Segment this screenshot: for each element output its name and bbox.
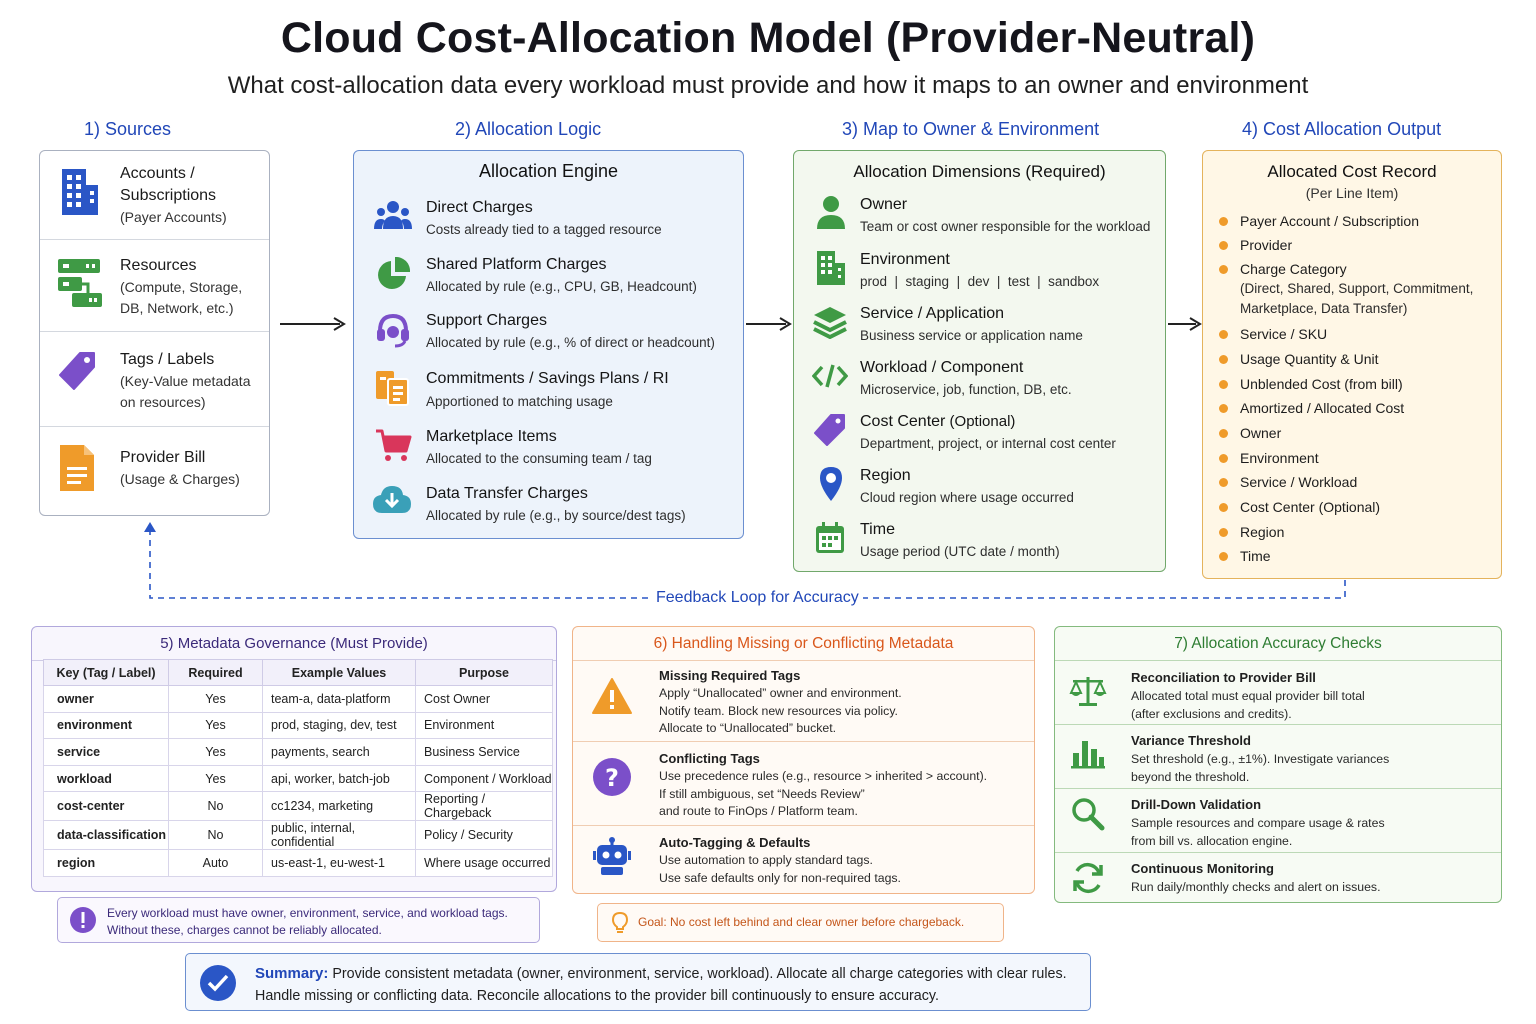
section-heading-sources: 1) Sources: [84, 119, 172, 139]
engine-item-desc: Allocated by rule (e.g., by source/dest tags): [426, 508, 686, 523]
dimension-title: Owner: [860, 196, 908, 213]
check-item-desc: Sample resources and compare usage & rates from bill vs. allocation engine.: [1131, 816, 1385, 848]
metadata-governance-panel: [31, 626, 557, 892]
dimensions-title: Allocation Dimensions (Required): [853, 162, 1106, 181]
output-subtitle: (Per Line Item): [1305, 185, 1399, 201]
section-heading-allocation-logic: 2) Allocation Logic: [455, 119, 602, 139]
source-accounts: Accounts / Subscriptions (Payer Accounts): [120, 165, 227, 225]
dimension-title: Environment: [860, 251, 950, 268]
allocation-dimensions-panel: [793, 150, 1166, 572]
documents-icon: [374, 369, 410, 407]
tag-icon: [814, 413, 846, 447]
engine-item-desc: Allocated by rule (e.g., % of direct or headcount): [426, 335, 715, 350]
handling-item-title: Missing Required Tags: [659, 668, 801, 683]
output-field: Payer Account / Subscription: [1240, 213, 1419, 229]
output-field: Service / SKU: [1240, 326, 1328, 342]
table-row: environment Yes prod, staging, dev, test Environment: [44, 712, 553, 739]
output-field: Time: [1240, 548, 1271, 564]
location-pin-icon: [818, 465, 844, 503]
engine-item-title: Marketplace Items: [426, 428, 557, 445]
bar-chart-icon: [1071, 735, 1105, 769]
summary-box: [185, 953, 1091, 1011]
output-field: Amortized / Allocated Cost: [1240, 400, 1405, 416]
warning-icon: [591, 677, 633, 715]
engine-item-title: Shared Platform Charges: [426, 256, 607, 273]
dimension-title: Cost Center (Optional): [860, 413, 1016, 430]
code-icon: [812, 363, 848, 389]
handling-metadata-panel: [572, 626, 1035, 894]
engine-item-desc: Allocated by rule (e.g., CPU, GB, Headcount): [426, 279, 697, 294]
table-row: service Yes payments, search Business Service: [44, 739, 553, 766]
check-circle-icon: [199, 964, 237, 1002]
page-title: Cloud Cost-Allocation Model (Provider-Neutral): [280, 14, 1256, 62]
feedback-loop-label: Feedback Loop for Accuracy: [652, 589, 863, 607]
handling-item-desc: Use precedence rules (e.g., resource > inherited > account). If still ambiguous, set “Needs Review” and route to FinOps / Platform team.: [659, 769, 988, 818]
governance-table: [43, 659, 553, 877]
engine-item-title: Direct Charges: [426, 199, 533, 216]
check-item-title: Variance Threshold: [1131, 733, 1251, 748]
dimension-title: Service / Application: [860, 305, 1005, 322]
refresh-icon: [1071, 861, 1105, 895]
handling-item-title: Conflicting Tags: [659, 751, 760, 766]
svg-text:?: ?: [605, 764, 619, 792]
dimension-desc: Team or cost owner responsible for the workload: [860, 219, 1151, 234]
source-resources: Resources (Compute, Storage, DB, Network, etc.): [120, 257, 243, 316]
governance-note: Every workload must have owner, environment, service, and workload tags. Without these, charges cannot be reliably allocated.: [57, 897, 540, 943]
output-field: Usage Quantity & Unit: [1240, 351, 1379, 367]
output-field: Charge Category (Direct, Shared, Support, Commitment, Marketplace, Data Transfer): [1240, 261, 1474, 316]
building-icon: [814, 249, 848, 287]
flow-arrow-2: [744, 314, 794, 334]
table-header: Key (Tag / Label): [44, 660, 169, 686]
magnifier-icon: [1071, 797, 1105, 831]
output-field: Environment: [1240, 450, 1319, 466]
table-row: owner Yes team-a, data-platform Cost Owner: [44, 686, 553, 713]
person-icon: [816, 195, 846, 231]
governance-title: 5) Metadata Governance (Must Provide): [32, 627, 556, 661]
dimension-desc: Department, project, or internal cost center: [860, 436, 1116, 451]
check-item-title: Drill-Down Validation: [1131, 797, 1262, 812]
layers-icon: [812, 305, 848, 339]
cart-icon: [374, 427, 412, 463]
table-row: region Auto us-east-1, eu-west-1 Where usage occurred: [44, 850, 553, 877]
check-item-desc: Set threshold (e.g., ±1%). Investigate variances beyond the threshold.: [1131, 752, 1390, 784]
cost-record-panel: [1202, 150, 1502, 579]
goal-note: Goal: No cost left behind and clear owner before chargeback.: [597, 903, 1004, 942]
output-title: Allocated Cost Record: [1267, 162, 1437, 181]
table-row: cost-center No cc1234, marketing Reporting / Chargeback: [44, 792, 553, 821]
section-heading-map-owner: 3) Map to Owner & Environment: [842, 119, 1100, 139]
dimension-title: Workload / Component: [860, 359, 1024, 376]
check-item-title: Continuous Monitoring: [1131, 861, 1274, 876]
output-field: Service / Workload: [1240, 474, 1358, 490]
engine-item-title: Support Charges: [426, 312, 547, 329]
summary-line-1: Provide consistent metadata (owner, environment, service, workload). Allocate all charge categories with clear rules.: [328, 966, 1067, 982]
page-subtitle: What cost-allocation data every workload must provide and how it maps to an owner and environment: [227, 72, 1309, 99]
alert-icon: [69, 906, 97, 934]
section-heading-output: 4) Cost Allocation Output: [1242, 119, 1442, 139]
checks-title: 7) Allocation Accuracy Checks: [1055, 627, 1501, 661]
table-header: Purpose: [416, 660, 553, 686]
output-field: Region: [1240, 524, 1285, 540]
check-item-desc: Run daily/monthly checks and alert on issues.: [1131, 880, 1381, 894]
check-item-title: Reconciliation to Provider Bill: [1131, 670, 1316, 685]
question-icon: [592, 757, 632, 797]
check-item-desc: Allocated total must equal provider bill total (after exclusions and credits).: [1131, 689, 1365, 721]
cloud-download-icon: [372, 483, 412, 515]
flow-arrow-3: [1166, 314, 1204, 334]
lightbulb-icon: [611, 911, 629, 935]
engine-item-title: Data Transfer Charges: [426, 485, 588, 502]
dimension-desc: Usage period (UTC date / month): [860, 544, 1060, 559]
table-row: data-classification No public, internal, confidential Policy / Security: [44, 821, 553, 850]
accuracy-checks-panel: [1054, 626, 1502, 903]
tag-icon: [58, 351, 98, 393]
engine-item-title: Commitments / Savings Plans / RI: [426, 370, 669, 387]
dimension-desc: Cloud region where usage occurred: [860, 490, 1074, 505]
source-tags: Tags / Labels (Key-Value metadata on resources): [120, 351, 251, 410]
handling-item-desc: Use automation to apply standard tags. Use safe defaults only for non-required tags.: [659, 853, 901, 885]
dimension-desc: Microservice, job, function, DB, etc.: [860, 382, 1072, 397]
sources-panel: [39, 150, 270, 516]
robot-icon: [592, 837, 632, 877]
pie-chart-icon: [376, 257, 410, 291]
table-header: Example Values: [263, 660, 416, 686]
dimension-title: Region: [860, 467, 911, 484]
handling-title: 6) Handling Missing or Conflicting Metadata: [573, 627, 1034, 661]
summary-line-2: Handle missing or conflicting data. Reconcile allocations to the provider bill continuously to ensure accuracy.: [255, 988, 939, 1004]
dimension-desc: Business service or application name: [860, 328, 1083, 343]
server-icon: [56, 257, 104, 309]
output-field: Provider: [1240, 237, 1293, 253]
output-field: Unblended Cost (from bill): [1240, 376, 1403, 392]
handling-item-desc: Apply “Unallocated” owner and environment. Notify team. Block new resources via policy. Allocate to “Unallocated” bucket.: [659, 686, 902, 735]
summary-label: Summary:: [255, 965, 329, 982]
dimension-desc: prod | staging | dev | test | sandbox: [860, 274, 1100, 289]
allocation-engine-panel: [353, 150, 744, 539]
headset-icon: [374, 311, 412, 349]
engine-item-desc: Allocated to the consuming team / tag: [426, 451, 652, 466]
table-row: workload Yes api, worker, batch-job Component / Workload: [44, 765, 553, 792]
output-field: Owner: [1240, 425, 1282, 441]
table-header: Required: [169, 660, 263, 686]
flow-arrow-1: [278, 314, 348, 334]
building-icon: [58, 167, 102, 217]
engine-item-desc: Costs already tied to a tagged resource: [426, 222, 662, 237]
handling-item-title: Auto-Tagging & Defaults: [659, 835, 811, 850]
dimension-title: Time: [860, 521, 895, 538]
engine-title: Allocation Engine: [478, 161, 619, 181]
users-icon: [374, 199, 412, 233]
bill-icon: [58, 443, 96, 493]
output-field: Cost Center (Optional): [1240, 499, 1381, 515]
source-provider-bill: Provider Bill (Usage & Charges): [120, 449, 240, 487]
engine-item-desc: Apportioned to matching usage: [426, 394, 613, 409]
scale-icon: [1069, 673, 1107, 709]
